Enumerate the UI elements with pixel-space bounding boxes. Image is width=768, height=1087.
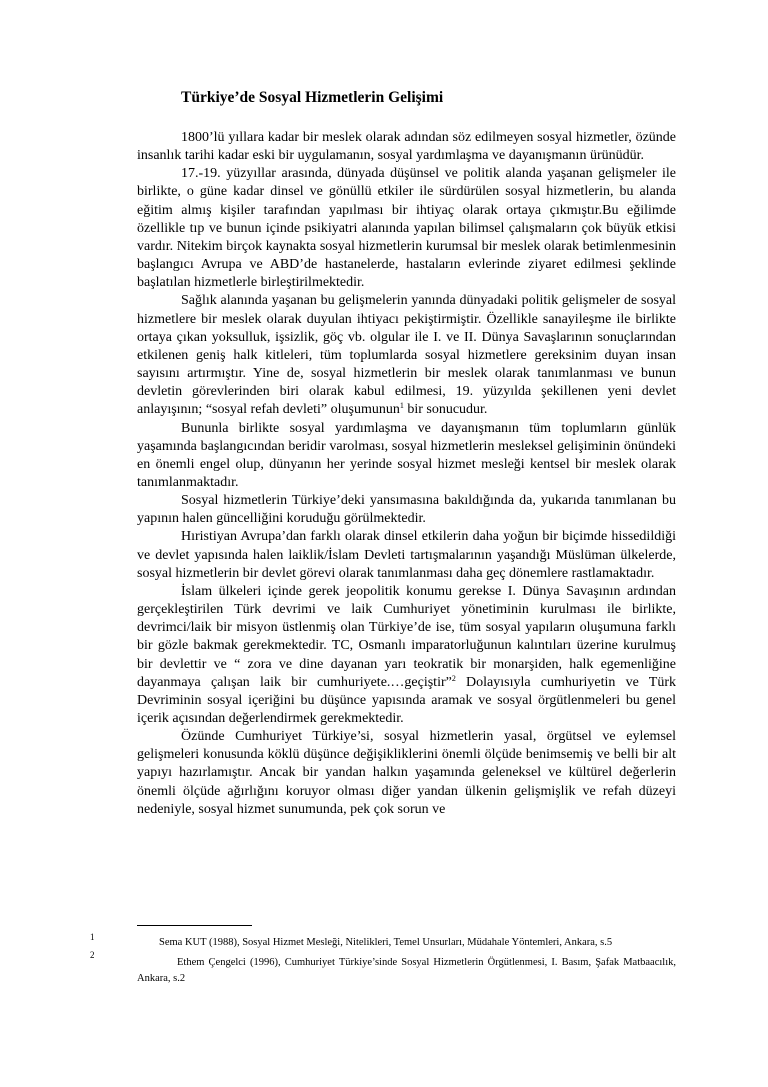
paragraph-2: 17.-19. yüzyıllar arasında, dünyada düşünsel ve politik alanda yaşanan gelişmeler ile birlikte, o güne kadar dinsel ve gönüllü etkiler ile sürdürülen sosyal hizmetlerin, bu alanda eğitim almış kişiler tarafından yapılması bir ihtiyaç olarak ortaya çıkmıştır.Bu eğilimde özellikle tıp ve bunun içinde psikiyatri alanında yapılan bilimsel çalışmaların çok büyük etkisi vardır. Nitekim birçok kaynakta sosyal hizmetlerin kurumsal bir meslek olarak betimlenmesinin başlangıcı Avrupa ve ABD’de hastanelerde, hastaların evlerinde ziyaret edilmesi şeklinde başlatılan hizmetlerle birleştirilmektedir.: [137, 166, 676, 291]
paragraph-1: 1800’lü yıllara kadar bir meslek olarak adından söz edilmeyen sosyal hizmetler, özünde insanlık tarihi kadar eski bir uygulamanın, sosyal yardımlaşma ve dayanışmanın ürünüdür.: [137, 130, 676, 164]
body-text: [137, 129, 676, 819]
paragraph-6: Hıristiyan Avrupa’dan farklı olarak dinsel etkilerin daha yoğun bir biçimde hissedildiği ve devlet yapısında halen laiklik/İslam Devleti tartışmalarının yaşandığı Müslüman ülkelerde, sosyal hizmetlerin bir devlet görevi olarak tanımlanması daha geç dönemlere rastlamaktadır.: [137, 529, 676, 581]
paragraph-4: Bununla birlikte sosyal yardımlaşma ve dayanışmanın tüm toplumların günlük yaşamında başlangıcından beridir varolması, sosyal hizmetlerin mesleksel gelişiminin önündeki en önemli engel olup, dünyanın her yerinde sosyal hizmet mesleği kentsel bir meslek olarak tanımlanmaktadır.: [137, 420, 676, 490]
paragraph-7: [137, 583, 676, 728]
paragraph-7-text: İslam ülkeleri içinde gerek jeopolitik konumu gerekse I. Dünya Savaşının ardından gerçekleştirilen Türk devrimi ve laik Cumhuriyet yönetiminin kurulması ile birlikte, devrimci/laik bir misyon üstlenmiş olan Türkiye’de ise, tüm sosyal yapıların oluşumuna farklı bir gözle bakmak gerekmektedir. TC, Osmanlı imparatorluğunun kalıntıları üzerine kurulmuş bir devlettir ve “ zora ve dine dayanan yarı teokratik bir monarşiden, halk egemenliğine dayanmaya çalışan laik bir cumhuriyete.…geçiştir”: [137, 583, 676, 690]
footnote-mark-2: 2: [90, 950, 95, 960]
footnote-mark-1: 1: [90, 932, 95, 942]
paragraph-5: Sosyal hizmetlerin Türkiye’deki yansımasına bakıldığında da, yukarıda tanımlanan bu yapının halen güncelliğini koruduğu görülmektedir.: [137, 493, 676, 527]
paragraph-3-text: Sağlık alanında yaşanan bu gelişmelerin yanında dünyadaki politik gelişmeler de sosyal hizmetlere bir meslek olarak duyulan ihtiyacı pekiştirmiştir. Özellikle sanayileşme ile birlikte ortaya çıkan yoksulluk, işsizlik, göç vb. olgular ile I. ve II. Dünya Savaşlarının sonuçlarından etkilenen geniş halk kitleleri, tüm toplumlarda sosyal hizmetlere gereksinim duyan insan sayısını artırmıştır. Yine de, sosyal hizmetlerin bir meslek olarak tanımlanması ve bunun devletin görevlerinden biri olarak kabul edilmesi, 19. yüzyılda şekillenen yeni devlet anlayışının; “sosyal refah devleti” oluşumunun: [137, 293, 676, 418]
footnote-ref-2: 2: [451, 673, 456, 683]
paragraph-3-tail: bir sonucudur.: [403, 402, 488, 418]
footnote-1: Sema KUT (1988), Sosyal Hizmet Mesleği, Nitelikleri, Temel Unsurları, Müdahale Yöntemleri, Ankara, s.5: [159, 937, 613, 948]
page-title: Türkiye’de Sosyal Hizmetlerin Gelişimi: [181, 89, 444, 106]
paragraph-3: [137, 292, 676, 419]
paragraph-8: Özünde Cumhuriyet Türkiye’si, sosyal hizmetlerin yasal, örgütsel ve eylemsel gelişmeleri konusunda köklü düşünce değişikliklerini önemli ölçüde benimsemiş ve belli bir alt yapıyı hazırlamıştır. Ancak bir yandan halkın yaşamında geleneksel ve kültürel değerlerin önemli ölçüde ağırlığını koruyor olması diğer yandan ülkenin gelişmişlik ve refah düzeyi nedeniyle, sosyal hizmet sunumunda, pek çok sorun ve: [137, 729, 676, 817]
footnote-ref-1: 1: [399, 401, 404, 411]
footnote-2: Ethem Çengelci (1996), Cumhuriyet Türkiye’sinde Sosyal Hizmetlerin Örgütlenmesi, I. Basım, Şafak Matbaacılık, Ankara, s.2: [137, 957, 676, 984]
footnote-separator: [137, 925, 252, 926]
paragraph-7-tail: Dolayısıyla cumhuriyetin ve Türk Devriminin sosyal içeriğini bu düşünce yapısında aramak ve sosyal örgütlenmeleri bu genel içerik açısından değerlendirmek gerekmektedir.: [137, 674, 676, 726]
